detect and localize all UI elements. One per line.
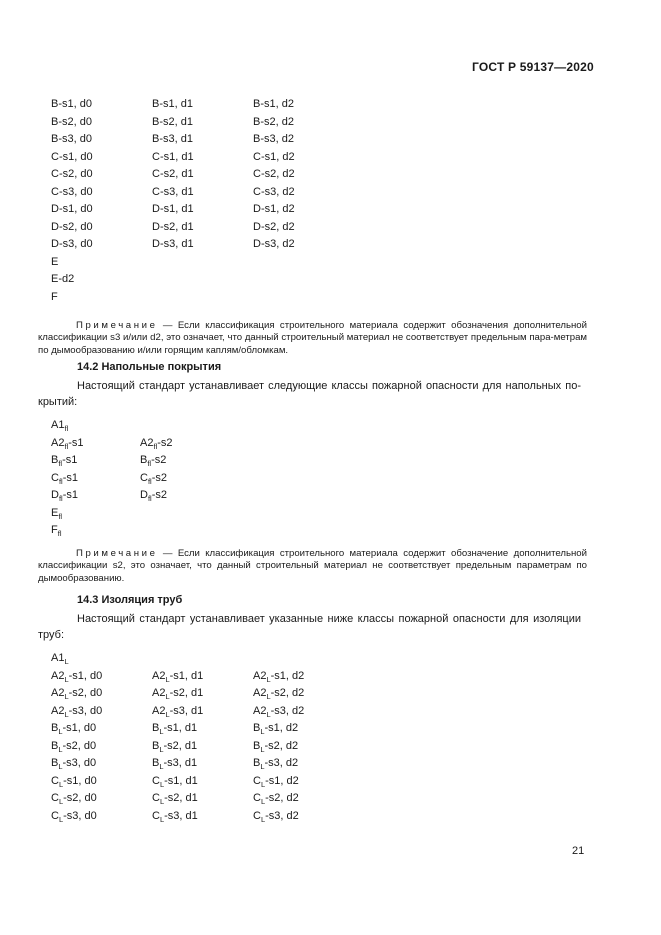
- class-cell: B-s2, d2: [253, 115, 294, 128]
- class-cell: E: [51, 255, 59, 268]
- class-cell: $C_L-s3$, d1: [152, 809, 198, 824]
- class-cell: $B_L-s1$, d1: [152, 722, 198, 736]
- class-cell: $E_{fl}$: [51, 506, 63, 521]
- class-cell: $B_L-s1$, d2: [253, 722, 299, 736]
- class-cell: $F_{fl}$: [51, 524, 62, 538]
- class-cell: B-s1, d0: [51, 98, 92, 110]
- class-cell: $D_{fl}-s2$: [140, 489, 167, 503]
- note-text: — Если классификация строительного материала содержит обозначения дополнительной классификации s3 и/или d2, это означает, что данный строительный материал не соответствует предельным пара-метрам по дымообразованию и/или горящим каплям/обломкам.: [38, 320, 587, 356]
- class-cell: $C_L-s2$, d1: [152, 792, 198, 806]
- class-cell: $A2_L-s2$, d2: [253, 687, 305, 701]
- class-cell: $A2_L-s1$, d2: [253, 669, 305, 684]
- class-cell: $A2_L-s3$, d2: [253, 704, 305, 719]
- class-cell: $A2_{fl}-s2$: [140, 436, 173, 451]
- class-cell: B-s1, d1: [152, 98, 193, 110]
- class-cell: B-s3, d0: [51, 133, 92, 145]
- class-cell: D-s1, d2: [253, 203, 295, 215]
- note-label: Примечание: [76, 548, 158, 559]
- section-heading-14-3: 14.3 Изоляция труб: [77, 594, 183, 606]
- section-intro-14-3: [38, 612, 581, 643]
- class-cell: $B_L-s3$, d2: [253, 757, 299, 771]
- note-2: [38, 548, 587, 585]
- class-cell: C-s1, d1: [152, 150, 194, 163]
- class-cell: $D_{fl}-s1$: [51, 489, 78, 503]
- class-cell: $C_L-s1$, d1: [152, 774, 198, 789]
- document-code: ГОСТ Р 59137—2020: [472, 60, 594, 74]
- class-cell: $C_L-s1$, d0: [51, 774, 97, 789]
- class-cell: $C_{fl}-s1$: [51, 471, 78, 486]
- class-cell: D-s3, d0: [51, 238, 93, 250]
- class-cell: E-d2: [51, 273, 75, 285]
- class-cell: D-s1, d1: [152, 203, 194, 215]
- class-cell: B-s1, d2: [253, 98, 294, 110]
- class-cell: D-s2, d2: [253, 220, 295, 233]
- class-cell: D-s2, d0: [51, 220, 93, 233]
- class-cell: D-s2, d1: [152, 220, 194, 233]
- class-cell: $B_L-s3$, d0: [51, 757, 97, 771]
- note-1: [38, 320, 587, 357]
- class-cell: C-s3, d0: [51, 185, 93, 198]
- class-cell: $C_{fl}-s2$: [140, 471, 167, 486]
- class-cell: D-s1, d0: [51, 203, 93, 215]
- class-cell: D-s3, d1: [152, 238, 194, 250]
- class-cell: $C_L-s2$, d2: [253, 792, 299, 806]
- class-cell: B-s2, d0: [51, 115, 92, 128]
- intro-text: Настоящий стандарт устанавливает следующие классы пожарной опасности для напольных по-крытий:: [38, 380, 581, 408]
- class-cell: C-s3, d1: [152, 185, 194, 198]
- class-cell: $A1_L$: [51, 652, 69, 666]
- class-cell: $B_L-s3$, d1: [152, 757, 198, 771]
- class-cell: $C_L-s3$, d0: [51, 809, 97, 824]
- intro-text: Настоящий стандарт устанавливает указанные ниже классы пожарной опасности для изоляции труб:: [38, 613, 581, 641]
- class-cell: $B_L-s2$, d2: [253, 739, 299, 754]
- class-cell: $B_{fl}-s1$: [51, 454, 78, 468]
- class-cell: D-s3, d2: [253, 238, 295, 250]
- class-cell: $A2_L-s2$, d0: [51, 687, 103, 701]
- class-cell: C-s2, d2: [253, 168, 295, 180]
- class-cell: $A2_L-s3$, d0: [51, 704, 103, 719]
- class-cell: $A2_L-s2$, d1: [152, 687, 204, 701]
- class-cell: $C_L-s2$, d0: [51, 792, 97, 806]
- section-heading-14-2: 14.2 Напольные покрытия: [77, 361, 222, 373]
- class-cell: F: [51, 290, 58, 303]
- class-cell: $A2_{fl}-s1$: [51, 436, 84, 451]
- class-cell: C-s2, d0: [51, 168, 93, 180]
- note-text: — Если классификация строительного материала содержит обозначение дополнительной классификации s2, это означает, что данный строительный материал не соответствует предельным параметрам по дымообразованию.: [38, 548, 587, 584]
- class-cell: $C_L-s1$, d2: [253, 774, 299, 789]
- page-number: 21: [572, 845, 585, 857]
- class-cell: C-s3, d2: [253, 185, 295, 198]
- class-cell: C-s1, d2: [253, 150, 295, 163]
- section-intro-14-2: [38, 379, 581, 410]
- class-cell: C-s1, d0: [51, 150, 93, 163]
- class-cell: B-s3, d1: [152, 133, 193, 145]
- class-cell: $B_{fl}-s2$: [140, 454, 167, 468]
- class-cell: $A2_L-s3$, d1: [152, 704, 204, 719]
- class-cell: $A2_L-s1$, d0: [51, 669, 103, 684]
- class-cell: C-s2, d1: [152, 168, 194, 180]
- class-cell: $B_L-s1$, d0: [51, 722, 97, 736]
- note-label: Примечание: [76, 320, 158, 331]
- class-cell: B-s2, d1: [152, 115, 193, 128]
- class-cell: $A1_{fl}$: [51, 419, 69, 433]
- class-cell: $B_L-s2$, d0: [51, 739, 97, 754]
- class-cell: $B_L-s2$, d1: [152, 739, 198, 754]
- class-cell: B-s3, d2: [253, 133, 294, 145]
- class-cell: $A2_L-s1$, d1: [152, 669, 204, 684]
- class-cell: $C_L-s3$, d2: [253, 809, 299, 824]
